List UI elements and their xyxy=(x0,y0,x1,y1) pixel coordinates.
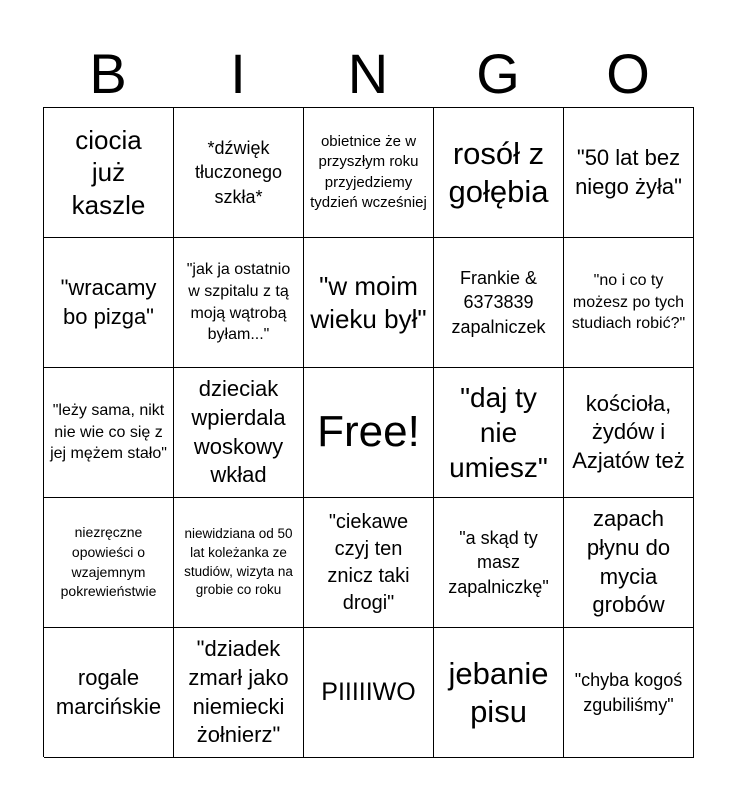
cell-text: rogale marcińskie xyxy=(55,664,162,719)
cell-text: "a skąd ty masz zapalniczkę" xyxy=(448,528,549,597)
cell-text: "leży sama, nikt nie wie co się z jej mężem stało" xyxy=(50,402,167,463)
bingo-cell[interactable] xyxy=(434,628,564,758)
bingo-cell[interactable] xyxy=(564,498,694,628)
bingo-cell[interactable] xyxy=(564,628,694,758)
bingo-header xyxy=(43,42,693,106)
cell-text: "daj ty nie umiesz" xyxy=(449,382,548,483)
bingo-cell[interactable] xyxy=(434,498,564,628)
bingo-cell[interactable] xyxy=(44,368,174,498)
cell-text: zapach płynu do mycia grobów xyxy=(586,506,671,618)
cell-text: dzieciak wpierdala woskowy wkład xyxy=(191,376,286,488)
header-letter-b: B xyxy=(89,42,127,105)
cell-text: obietnice że w przyszłym roku przyjedziemy tydzień wcześniej xyxy=(310,133,427,211)
cell-text: "no i co ty możesz po tych studiach robić?" xyxy=(571,272,686,333)
free-space-text: Free! xyxy=(317,407,420,457)
cell-text: "dziadek zmarł jako niemiecki żołnierz" xyxy=(188,636,289,748)
cell-text: "chyba kogoś zgubiliśmy" xyxy=(574,670,683,715)
bingo-cell[interactable] xyxy=(174,238,304,368)
cell-text: "w moim wieku był" xyxy=(310,271,427,334)
bingo-cell[interactable] xyxy=(44,238,174,368)
cell-text: "50 lat bez niego żyła" xyxy=(575,144,682,199)
cell-text: jebanie pisu xyxy=(448,656,549,729)
header-letter-n: N xyxy=(347,42,389,105)
free-cell[interactable] xyxy=(304,368,434,498)
cell-text: niewidziana od 50 lat koleżanka ze studiów, wizyta na grobie co roku xyxy=(184,525,293,598)
bingo-cell[interactable] xyxy=(564,368,694,498)
header-letter-o: O xyxy=(606,42,650,105)
cell-text: "ciekawe czyj ten znicz taki drogi" xyxy=(327,510,410,614)
bingo-cell[interactable] xyxy=(564,238,694,368)
header-letter-i: I xyxy=(230,42,246,105)
bingo-cell[interactable] xyxy=(174,108,304,238)
bingo-cell[interactable] xyxy=(304,498,434,628)
cell-text: "jak ja ostatnio w szpitalu z tą moją wątrobą byłam..." xyxy=(186,261,291,344)
header-letter-g: G xyxy=(476,42,520,105)
bingo-cell[interactable] xyxy=(44,498,174,628)
bingo-cell[interactable] xyxy=(564,108,694,238)
cell-text: ciocia już kaszle xyxy=(71,124,146,220)
bingo-grid xyxy=(43,107,694,757)
bingo-cell[interactable] xyxy=(304,628,434,758)
cell-text: *dźwięk tłuczonego szkła* xyxy=(194,138,283,207)
bingo-cell[interactable] xyxy=(434,238,564,368)
bingo-cell[interactable] xyxy=(44,628,174,758)
bingo-cell[interactable] xyxy=(304,108,434,238)
bingo-cell[interactable] xyxy=(174,628,304,758)
cell-text: rosół z gołębia xyxy=(448,136,549,209)
bingo-cell[interactable] xyxy=(174,368,304,498)
cell-text: PIIIIIWO xyxy=(321,678,416,707)
cell-text: "wracamy bo pizga" xyxy=(60,274,157,329)
bingo-cell[interactable] xyxy=(434,108,564,238)
bingo-cell[interactable] xyxy=(44,108,174,238)
bingo-cell[interactable] xyxy=(304,238,434,368)
bingo-cell[interactable] xyxy=(434,368,564,498)
bingo-cell[interactable] xyxy=(174,498,304,628)
cell-text: kościoła, żydów i Azjatów też xyxy=(572,390,685,473)
cell-text: niezręczne opowieści o wzajemnym pokrewieństwie xyxy=(60,524,157,600)
cell-text: Frankie & 6373839 zapalniczek xyxy=(451,268,546,337)
